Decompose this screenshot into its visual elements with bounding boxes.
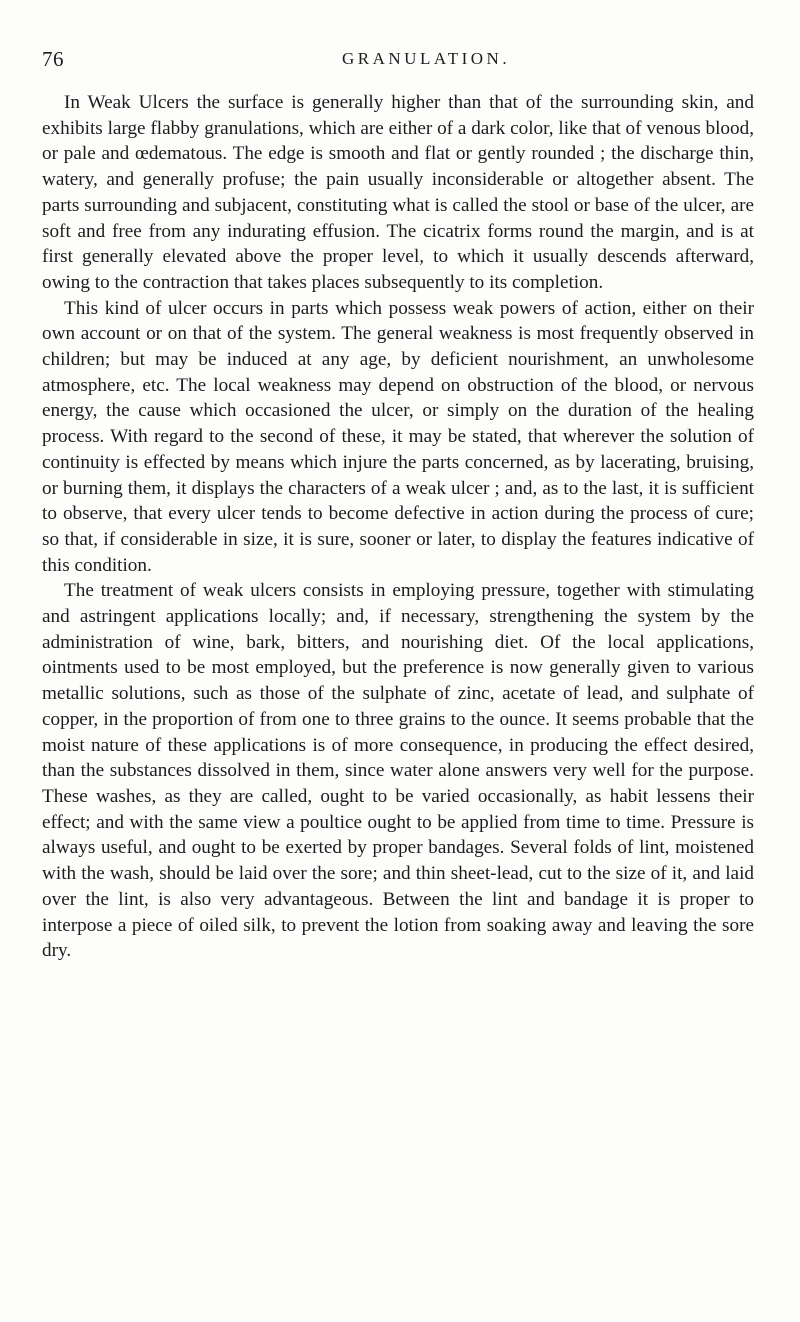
paragraph-weak-ulcers-treatment: The treatment of weak ulcers consists in employing pressure, together with stimulating and astringent applications locally; and, if necessary, strengthening the system by the administration of wine, bark, bitters, and nourishing diet. Of the local applications, ointments used to be most employed, but the preference is now generally given to various metallic solutions, such as those of the sulphate of zinc, acetate of lead, and sulphate of copper, in the proportion of from one to three grains to the ounce. It seems probable that the moist nature of these applications is of more consequence, in producing the effect desired, than the substances dissolved in them, since water alone answers very well for the purpose. These washes, as they are called, ought to be varied occasionally, as habit lessens their effect; and with the same view a poultice ought to be applied from time to time. Pressure is always useful, and ought to be exerted by proper bandages. Several folds of lint, moistened with the wash, should be laid over the sore; and thin sheet-lead, cut to the size of it, and laid over the lint, is also very advantageous. Between the lint and bandage it is proper to interpose a piece of oiled silk, to prevent the lotion from soaking away and leaving the sore dry. (42, 580, 754, 962)
page-number: 76 (42, 47, 64, 71)
paragraph-weak-ulcers-description: In Weak Ulcers the surface is generally higher than that of the surrounding skin, and exhibits large flabby granulations, which are either of a dark color, like that of venous blood, or pale and œdematous. The edge is smooth and flat or gently rounded ; the discharge thin, watery, and generally profuse; the pain usually inconsiderable or altogether absent. The parts surrounding and subjacent, constituting what is called the stool or base of the ulcer, are soft and free from any indurating effusion. The cicatrix forms round the margin, and is at first generally elevated above the proper level, to which it usually descends afterward, owing to the contraction that takes places subsequently to its completion. (42, 92, 754, 293)
running-head: GRANULATION. (342, 49, 511, 68)
page-header (42, 47, 742, 77)
paragraph-weak-ulcers-causes: This kind of ulcer occurs in parts which possess weak powers of action, either on their own account or on that of the system. The general weakness is most frequently observed in children; but may be induced at any age, by deficient nourishment, an unwholesome atmosphere, etc. The local weakness may depend on obstruction of the blood, or nervous energy, the cause which occasioned the ulcer, or simply on the duration of the healing process. With regard to the second of these, it may be stated, that wherever the solution of continuity is effected by means which injure the parts concerned, as by lacerating, bruising, or burning them, it displays the characters of a weak ulcer ; and, as to the last, it is sufficient to observe, that every ulcer tends to become defective in action during the process of cure; so that, if considerable in size, it is sure, sooner or later, to display the features indicative of this condition. (42, 297, 754, 576)
body-text (42, 90, 754, 964)
